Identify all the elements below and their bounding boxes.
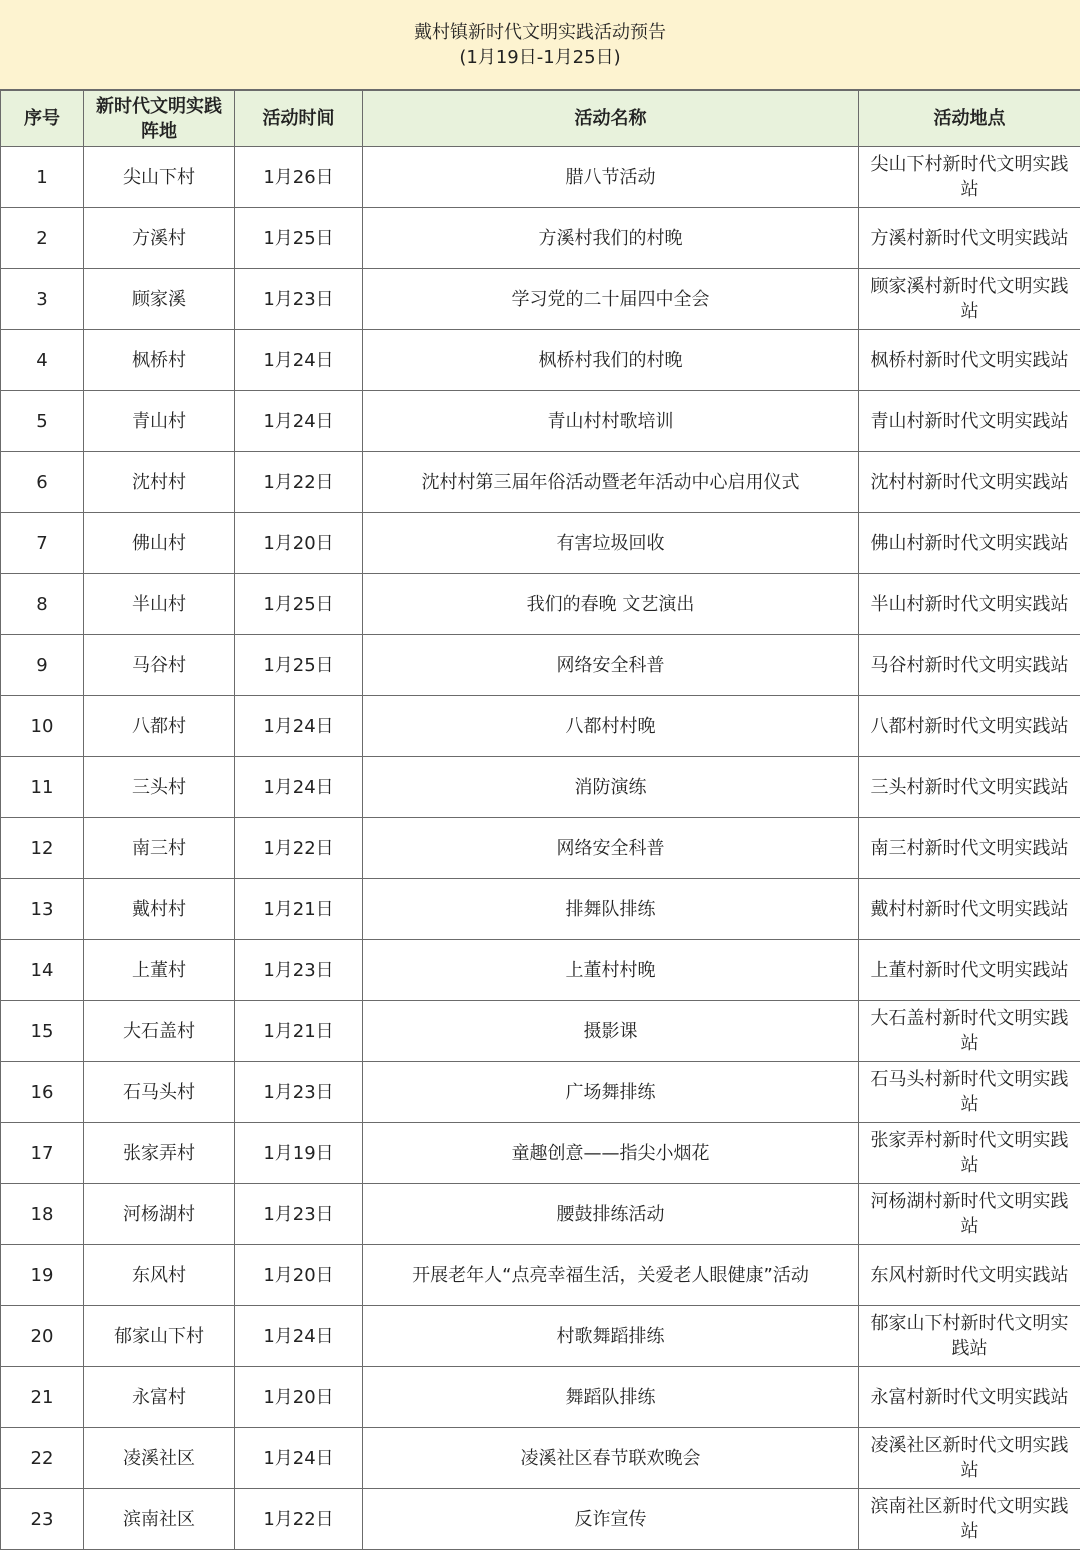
- cell-index: 21: [1, 1367, 84, 1428]
- cell-time: 1月20日: [235, 1367, 363, 1428]
- cell-venue: 滨南社区: [84, 1489, 235, 1550]
- cell-location: 南三村新时代文明实践站: [859, 818, 1080, 879]
- table-row: [1, 1489, 1080, 1550]
- cell-time: 1月24日: [235, 391, 363, 452]
- table-header-row: [1, 91, 1080, 147]
- cell-activity: 腰鼓排练活动: [363, 1184, 859, 1245]
- cell-venue: 方溪村: [84, 208, 235, 269]
- cell-index: 4: [1, 330, 84, 391]
- cell-activity: 摄影课: [363, 1001, 859, 1062]
- cell-index: 13: [1, 879, 84, 940]
- cell-venue: 张家弄村: [84, 1123, 235, 1184]
- cell-index: 5: [1, 391, 84, 452]
- cell-index: 7: [1, 513, 84, 574]
- cell-index: 9: [1, 635, 84, 696]
- cell-location: 马谷村新时代文明实践站: [859, 635, 1080, 696]
- cell-activity: 开展老年人“点亮幸福生活，关爱老人眼健康”活动: [363, 1245, 859, 1306]
- cell-location: 青山村新时代文明实践站: [859, 391, 1080, 452]
- cell-location: 东风村新时代文明实践站: [859, 1245, 1080, 1306]
- cell-venue: 半山村: [84, 574, 235, 635]
- cell-location: 永富村新时代文明实践站: [859, 1367, 1080, 1428]
- cell-location: 沈村村新时代文明实践站: [859, 452, 1080, 513]
- cell-venue: 戴村村: [84, 879, 235, 940]
- cell-activity: 枫桥村我们的村晚: [363, 330, 859, 391]
- cell-location: 方溪村新时代文明实践站: [859, 208, 1080, 269]
- cell-activity: 我们的春晚 文艺演出: [363, 574, 859, 635]
- cell-time: 1月22日: [235, 1489, 363, 1550]
- page-title: 戴村镇新时代文明实践活动预告: [414, 21, 666, 43]
- table-row: [1, 818, 1080, 879]
- cell-location: 枫桥村新时代文明实践站: [859, 330, 1080, 391]
- cell-time: 1月25日: [235, 574, 363, 635]
- cell-activity: 村歌舞蹈排练: [363, 1306, 859, 1367]
- cell-activity: 网络安全科普: [363, 635, 859, 696]
- cell-activity: 反诈宣传: [363, 1489, 859, 1550]
- cell-activity: 有害垃圾回收: [363, 513, 859, 574]
- table-row: [1, 1062, 1080, 1123]
- cell-activity: 舞蹈队排练: [363, 1367, 859, 1428]
- cell-time: 1月22日: [235, 452, 363, 513]
- cell-time: 1月23日: [235, 269, 363, 330]
- cell-activity: 网络安全科普: [363, 818, 859, 879]
- table-row: [1, 635, 1080, 696]
- table-row: [1, 1306, 1080, 1367]
- cell-venue: 石马头村: [84, 1062, 235, 1123]
- cell-time: 1月24日: [235, 696, 363, 757]
- cell-activity: 凌溪社区春节联欢晚会: [363, 1428, 859, 1489]
- cell-location: 石马头村新时代文明实践站: [859, 1062, 1080, 1123]
- cell-time: 1月20日: [235, 513, 363, 574]
- cell-location: 滨南社区新时代文明实践站: [859, 1489, 1080, 1550]
- cell-activity: 排舞队排练: [363, 879, 859, 940]
- cell-venue: 永富村: [84, 1367, 235, 1428]
- cell-location: 三头村新时代文明实践站: [859, 757, 1080, 818]
- cell-activity: 广场舞排练: [363, 1062, 859, 1123]
- cell-location: 大石盖村新时代文明实践站: [859, 1001, 1080, 1062]
- table-row: [1, 330, 1080, 391]
- cell-index: 18: [1, 1184, 84, 1245]
- cell-index: 2: [1, 208, 84, 269]
- cell-location: 佛山村新时代文明实践站: [859, 513, 1080, 574]
- table-row: [1, 1123, 1080, 1184]
- column-header-time: 活动时间: [235, 91, 363, 147]
- column-header-activity: 活动名称: [363, 91, 859, 147]
- cell-time: 1月25日: [235, 635, 363, 696]
- cell-venue: 三头村: [84, 757, 235, 818]
- cell-venue: 枫桥村: [84, 330, 235, 391]
- cell-time: 1月22日: [235, 818, 363, 879]
- table-row: [1, 1367, 1080, 1428]
- cell-venue: 大石盖村: [84, 1001, 235, 1062]
- cell-index: 22: [1, 1428, 84, 1489]
- table-row: [1, 452, 1080, 513]
- cell-index: 17: [1, 1123, 84, 1184]
- table-row: [1, 1001, 1080, 1062]
- table-row: [1, 1245, 1080, 1306]
- title-block: [0, 0, 1080, 90]
- cell-location: 尖山下村新时代文明实践站: [859, 147, 1080, 208]
- cell-time: 1月23日: [235, 940, 363, 1001]
- table-row: [1, 574, 1080, 635]
- cell-venue: 马谷村: [84, 635, 235, 696]
- cell-activity: 学习党的二十届四中全会: [363, 269, 859, 330]
- cell-location: 凌溪社区新时代文明实践站: [859, 1428, 1080, 1489]
- cell-index: 16: [1, 1062, 84, 1123]
- cell-activity: 上董村村晚: [363, 940, 859, 1001]
- cell-activity: 消防演练: [363, 757, 859, 818]
- cell-index: 14: [1, 940, 84, 1001]
- cell-venue: 尖山下村: [84, 147, 235, 208]
- table-row: [1, 757, 1080, 818]
- date-range-subtitle: (1月19日-1月25日): [459, 46, 621, 68]
- cell-venue: 八都村: [84, 696, 235, 757]
- cell-index: 15: [1, 1001, 84, 1062]
- cell-venue: 顾家溪: [84, 269, 235, 330]
- table-row: [1, 879, 1080, 940]
- cell-activity: 青山村村歌培训: [363, 391, 859, 452]
- cell-time: 1月20日: [235, 1245, 363, 1306]
- column-header-index: 序号: [1, 91, 84, 147]
- column-header-venue: 新时代文明实践阵地: [84, 91, 235, 147]
- column-header-location: 活动地点: [859, 91, 1080, 147]
- cell-time: 1月24日: [235, 330, 363, 391]
- cell-index: 1: [1, 147, 84, 208]
- cell-venue: 东风村: [84, 1245, 235, 1306]
- cell-activity: 腊八节活动: [363, 147, 859, 208]
- cell-index: 11: [1, 757, 84, 818]
- cell-time: 1月24日: [235, 757, 363, 818]
- cell-location: 张家弄村新时代文明实践站: [859, 1123, 1080, 1184]
- cell-venue: 郁家山下村: [84, 1306, 235, 1367]
- table-row: [1, 696, 1080, 757]
- cell-activity: 八都村村晚: [363, 696, 859, 757]
- cell-index: 6: [1, 452, 84, 513]
- cell-time: 1月25日: [235, 208, 363, 269]
- table-row: [1, 269, 1080, 330]
- table-row: [1, 513, 1080, 574]
- cell-venue: 南三村: [84, 818, 235, 879]
- cell-location: 戴村村新时代文明实践站: [859, 879, 1080, 940]
- cell-index: 23: [1, 1489, 84, 1550]
- cell-venue: 沈村村: [84, 452, 235, 513]
- cell-venue: 青山村: [84, 391, 235, 452]
- table-row: [1, 940, 1080, 1001]
- cell-index: 8: [1, 574, 84, 635]
- cell-index: 19: [1, 1245, 84, 1306]
- cell-time: 1月21日: [235, 879, 363, 940]
- cell-venue: 佛山村: [84, 513, 235, 574]
- cell-location: 上董村新时代文明实践站: [859, 940, 1080, 1001]
- table-body: [1, 147, 1080, 1550]
- table-row: [1, 147, 1080, 208]
- cell-time: 1月26日: [235, 147, 363, 208]
- table-row: [1, 391, 1080, 452]
- cell-time: 1月24日: [235, 1306, 363, 1367]
- cell-index: 10: [1, 696, 84, 757]
- cell-index: 20: [1, 1306, 84, 1367]
- cell-index: 3: [1, 269, 84, 330]
- cell-time: 1月19日: [235, 1123, 363, 1184]
- cell-time: 1月24日: [235, 1428, 363, 1489]
- table-row: [1, 208, 1080, 269]
- cell-activity: 方溪村我们的村晚: [363, 208, 859, 269]
- cell-activity: 童趣创意——指尖小烟花: [363, 1123, 859, 1184]
- cell-venue: 上董村: [84, 940, 235, 1001]
- cell-venue: 凌溪社区: [84, 1428, 235, 1489]
- cell-location: 郁家山下村新时代文明实践站: [859, 1306, 1080, 1367]
- cell-time: 1月23日: [235, 1062, 363, 1123]
- cell-activity: 沈村村第三届年俗活动暨老年活动中心启用仪式: [363, 452, 859, 513]
- activity-table: [0, 90, 1080, 1550]
- table-row: [1, 1428, 1080, 1489]
- cell-time: 1月23日: [235, 1184, 363, 1245]
- cell-index: 12: [1, 818, 84, 879]
- cell-location: 顾家溪村新时代文明实践站: [859, 269, 1080, 330]
- cell-time: 1月21日: [235, 1001, 363, 1062]
- cell-location: 八都村新时代文明实践站: [859, 696, 1080, 757]
- table-row: [1, 1184, 1080, 1245]
- cell-location: 河杨湖村新时代文明实践站: [859, 1184, 1080, 1245]
- cell-venue: 河杨湖村: [84, 1184, 235, 1245]
- cell-location: 半山村新时代文明实践站: [859, 574, 1080, 635]
